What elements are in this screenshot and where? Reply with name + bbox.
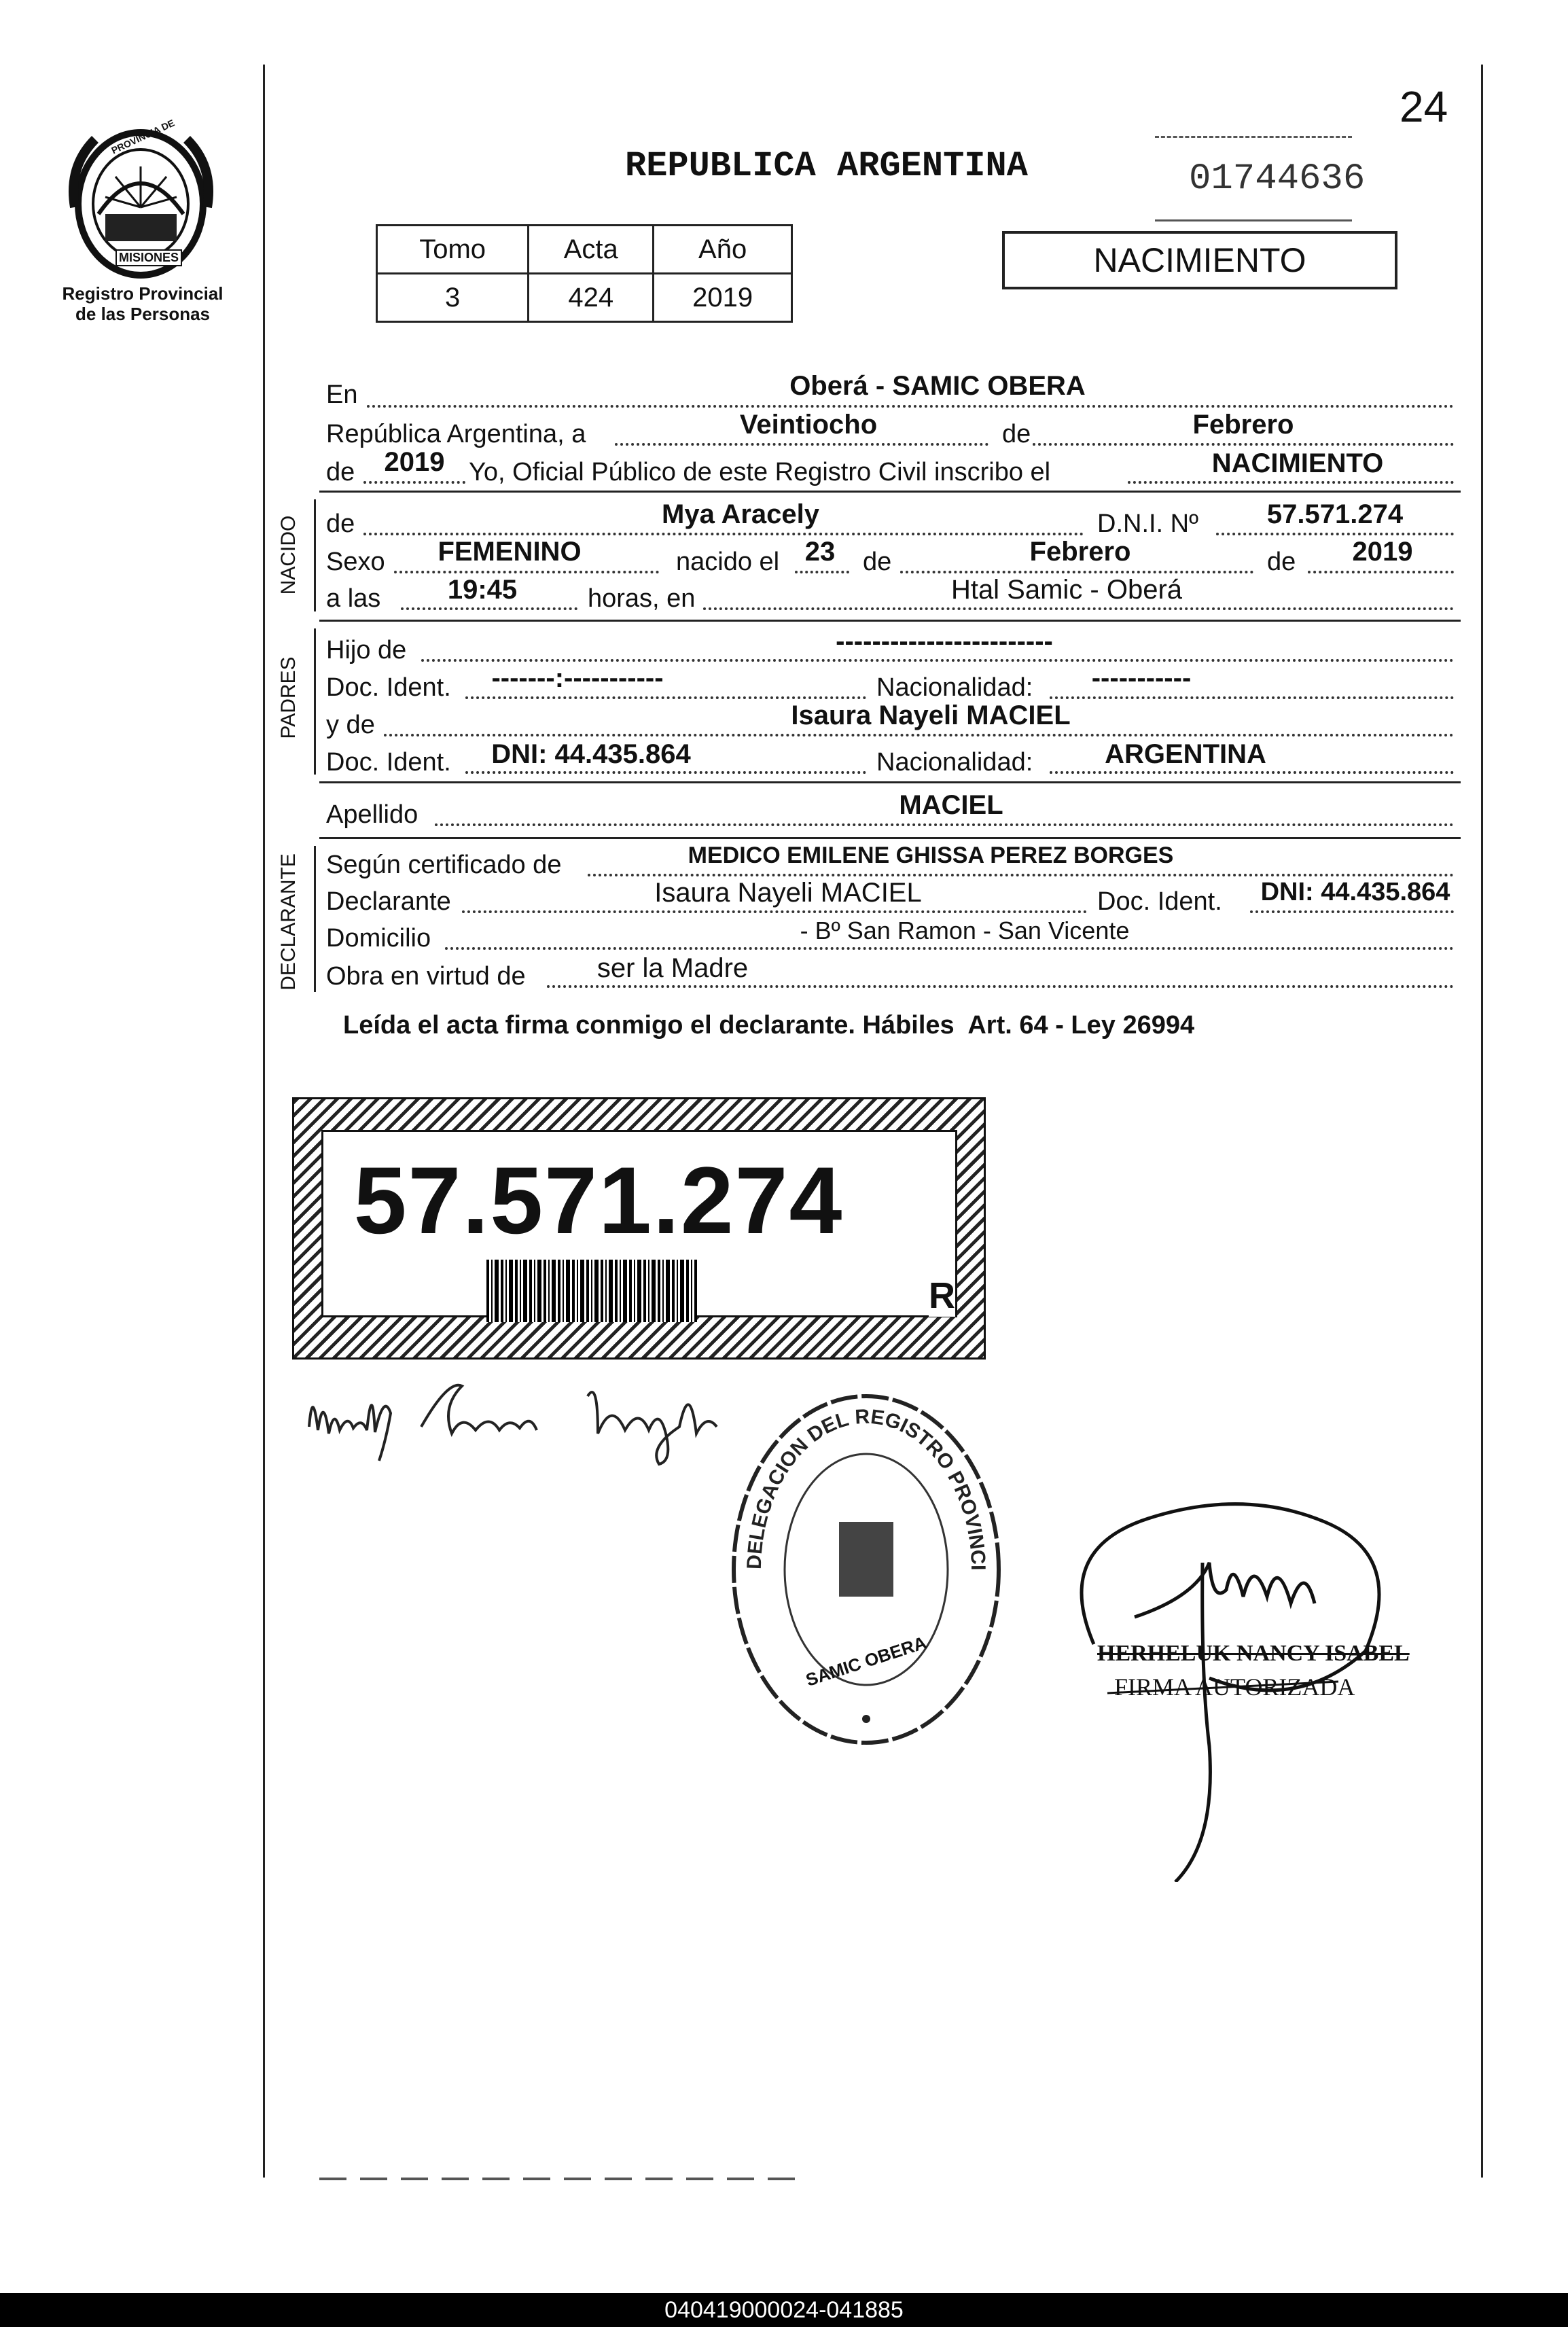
place: Oberá - SAMIC OBERA: [789, 371, 1086, 401]
registry-name-line1: Registro Provincial: [62, 283, 224, 304]
dotted-line: [445, 947, 1454, 950]
dotted-line: [401, 607, 577, 610]
province-logo: [68, 117, 214, 282]
dotted-line: [363, 481, 465, 484]
child-dni: 57.571.274: [1266, 499, 1404, 529]
dotted-line: [1250, 910, 1454, 913]
y-de-label: y de: [326, 711, 375, 739]
declarante-section-label: DECLARANTE: [277, 853, 300, 991]
dotted-line: [421, 659, 1454, 662]
barcode: [486, 1260, 697, 1322]
mother-nationality: ARGENTINA: [1105, 739, 1266, 769]
dotted-line: [394, 571, 659, 573]
section-bar: [314, 628, 316, 775]
month: Febrero: [1192, 410, 1294, 440]
faint-marks: [319, 2178, 808, 2180]
nac2-label: Nacionalidad:: [876, 748, 1033, 777]
authorized-signature: [1039, 1461, 1481, 1882]
declarant-name: Isaura Nayeli MACIEL: [654, 878, 922, 908]
registry-name-line2: de las Personas: [75, 303, 210, 324]
section-bar: [314, 846, 316, 992]
birth-place: Htal Samic - Oberá: [950, 575, 1183, 605]
dotted-line: [1050, 771, 1454, 774]
birth-month: Febrero: [1029, 537, 1131, 567]
dotted-line: [588, 874, 1454, 876]
country-title: REPUBLICA ARGENTINA: [625, 146, 1028, 186]
a-las-label: a las: [326, 584, 381, 613]
dotted-line: [1308, 571, 1454, 573]
mother-name: Isaura Nayeli MACIEL: [791, 700, 1071, 730]
dni-label-number: 57.571.274: [353, 1147, 844, 1254]
certifier: MEDICO EMILENE GHISSA PEREZ BORGES: [688, 842, 1174, 868]
dotted-line: [795, 571, 849, 573]
right-margin-line: [1481, 65, 1483, 2178]
dotted-line: [465, 771, 866, 774]
de-label: de: [1267, 548, 1296, 576]
de-label: de: [863, 548, 892, 576]
logo-top-text: PROVINCIA DE: [109, 117, 177, 156]
section-divider: [319, 620, 1461, 622]
de-label: de: [326, 510, 355, 538]
dotted-line: [1128, 481, 1454, 484]
dotted-line: [1216, 533, 1454, 535]
domicilio-label: Domicilio: [326, 924, 431, 953]
registry-name: [48, 284, 238, 325]
obra-label: Obra en virtud de: [326, 962, 526, 991]
section-divider: [319, 491, 1461, 493]
nacido-section-label: NACIDO: [277, 515, 300, 595]
official-name: HERHELUK NANCY ISABEL: [1097, 1641, 1410, 1666]
declarante-label: Declarante: [326, 887, 451, 916]
section-divider: [319, 837, 1461, 839]
dotted-line: [1050, 696, 1454, 699]
value-anio: 2019: [654, 274, 792, 322]
declarant-doc: DNI: 44.435.864: [1260, 878, 1450, 906]
father-name: ------------------------: [836, 626, 1053, 656]
day-words: Veintiocho: [739, 410, 878, 440]
official-stamp: [720, 1386, 1012, 1753]
doc1-label: Doc. Ident.: [326, 673, 451, 702]
official-title: FIRMA AUTORIZADA: [1114, 1673, 1355, 1701]
record-type: NACIMIENTO: [1093, 241, 1306, 279]
section-divider: [319, 781, 1461, 783]
value-tomo: 3: [377, 274, 529, 322]
birth-time: 19:45: [447, 575, 518, 605]
doc2-label: Doc. Ident.: [326, 748, 451, 777]
doc-label: Doc. Ident.: [1097, 887, 1222, 916]
header-anio: Año: [654, 226, 792, 274]
obra-value: ser la Madre: [596, 953, 749, 983]
sexo-label: Sexo: [326, 548, 385, 576]
closing-text: Leída el acta firma conmigo el declarante. Hábiles Art. 64 - Ley 26994: [343, 1011, 1195, 1040]
dni-label: D.N.I. Nº: [1097, 510, 1198, 538]
mother-doc: DNI: 44.435.864: [491, 739, 691, 769]
dotted-line: [465, 696, 866, 699]
header-acta: Acta: [529, 226, 654, 274]
hijo-label: Hijo de: [326, 636, 407, 664]
stamp-inner-text: SAMIC OBERA: [803, 1632, 929, 1690]
year: 2019: [384, 447, 445, 477]
official-text: Yo, Oficial Público de este Registro Civil inscribo el: [469, 458, 1051, 486]
value-acta: 424: [529, 274, 654, 322]
serial-number-box: [1155, 136, 1366, 221]
birth-day: 23: [804, 537, 836, 567]
declarant-signature: [299, 1366, 734, 1468]
footer-code: 040419000024-041885: [664, 2297, 904, 2323]
section-bar: [314, 499, 316, 611]
dotted-line: [900, 571, 1253, 573]
de-label: de: [326, 458, 355, 486]
padres-section-label: PADRES: [277, 656, 300, 739]
nacido-el-label: nacido el: [676, 548, 780, 576]
dotted-line: [703, 607, 1454, 610]
dni-label-side-letter: R: [929, 1275, 955, 1316]
birth-year: 2019: [1352, 537, 1413, 567]
dotted-line: [615, 443, 988, 446]
cert-label: Según certificado de: [326, 851, 562, 879]
act-type: NACIMIENTO: [1211, 448, 1384, 478]
dni-label-inner: [321, 1130, 957, 1317]
father-nationality: -----------: [1091, 663, 1192, 693]
serial-number: 01744636: [1189, 158, 1366, 200]
child-name: Mya Aracely: [662, 499, 819, 529]
en-label: En: [326, 380, 358, 409]
logo-bottom-text: MISIONES: [115, 249, 182, 266]
dotted-line: [547, 985, 1454, 988]
dotted-line: [384, 734, 1454, 736]
dotted-line: [1033, 443, 1454, 446]
apellido-label: Apellido: [326, 800, 418, 829]
de-label: de: [1002, 420, 1031, 448]
page-number: 24: [1400, 82, 1448, 131]
horas-label: horas, en: [588, 584, 696, 613]
dotted-line: [462, 910, 1087, 913]
header-tomo: Tomo: [377, 226, 529, 274]
left-margin-line: [263, 65, 265, 2178]
republica-label: República Argentina, a: [326, 420, 586, 448]
dotted-line: [367, 405, 1454, 408]
dni-label-box: [292, 1097, 986, 1360]
father-doc: -------:-----------: [491, 663, 664, 693]
dotted-line: [363, 533, 1084, 535]
record-type-box: [1002, 231, 1397, 289]
stamp-ring-text: DELEGACION DEL REGISTRO PROVINCI: [743, 1405, 990, 1571]
apellido: MACIEL: [899, 790, 1003, 820]
dotted-line: [435, 823, 1454, 826]
footer-bar: [0, 2293, 1568, 2327]
domicilio: - Bº San Ramon - San Vicente: [800, 917, 1130, 944]
sexo: FEMENINO: [438, 537, 582, 567]
nac1-label: Nacionalidad:: [876, 673, 1033, 702]
register-table: [376, 224, 793, 323]
